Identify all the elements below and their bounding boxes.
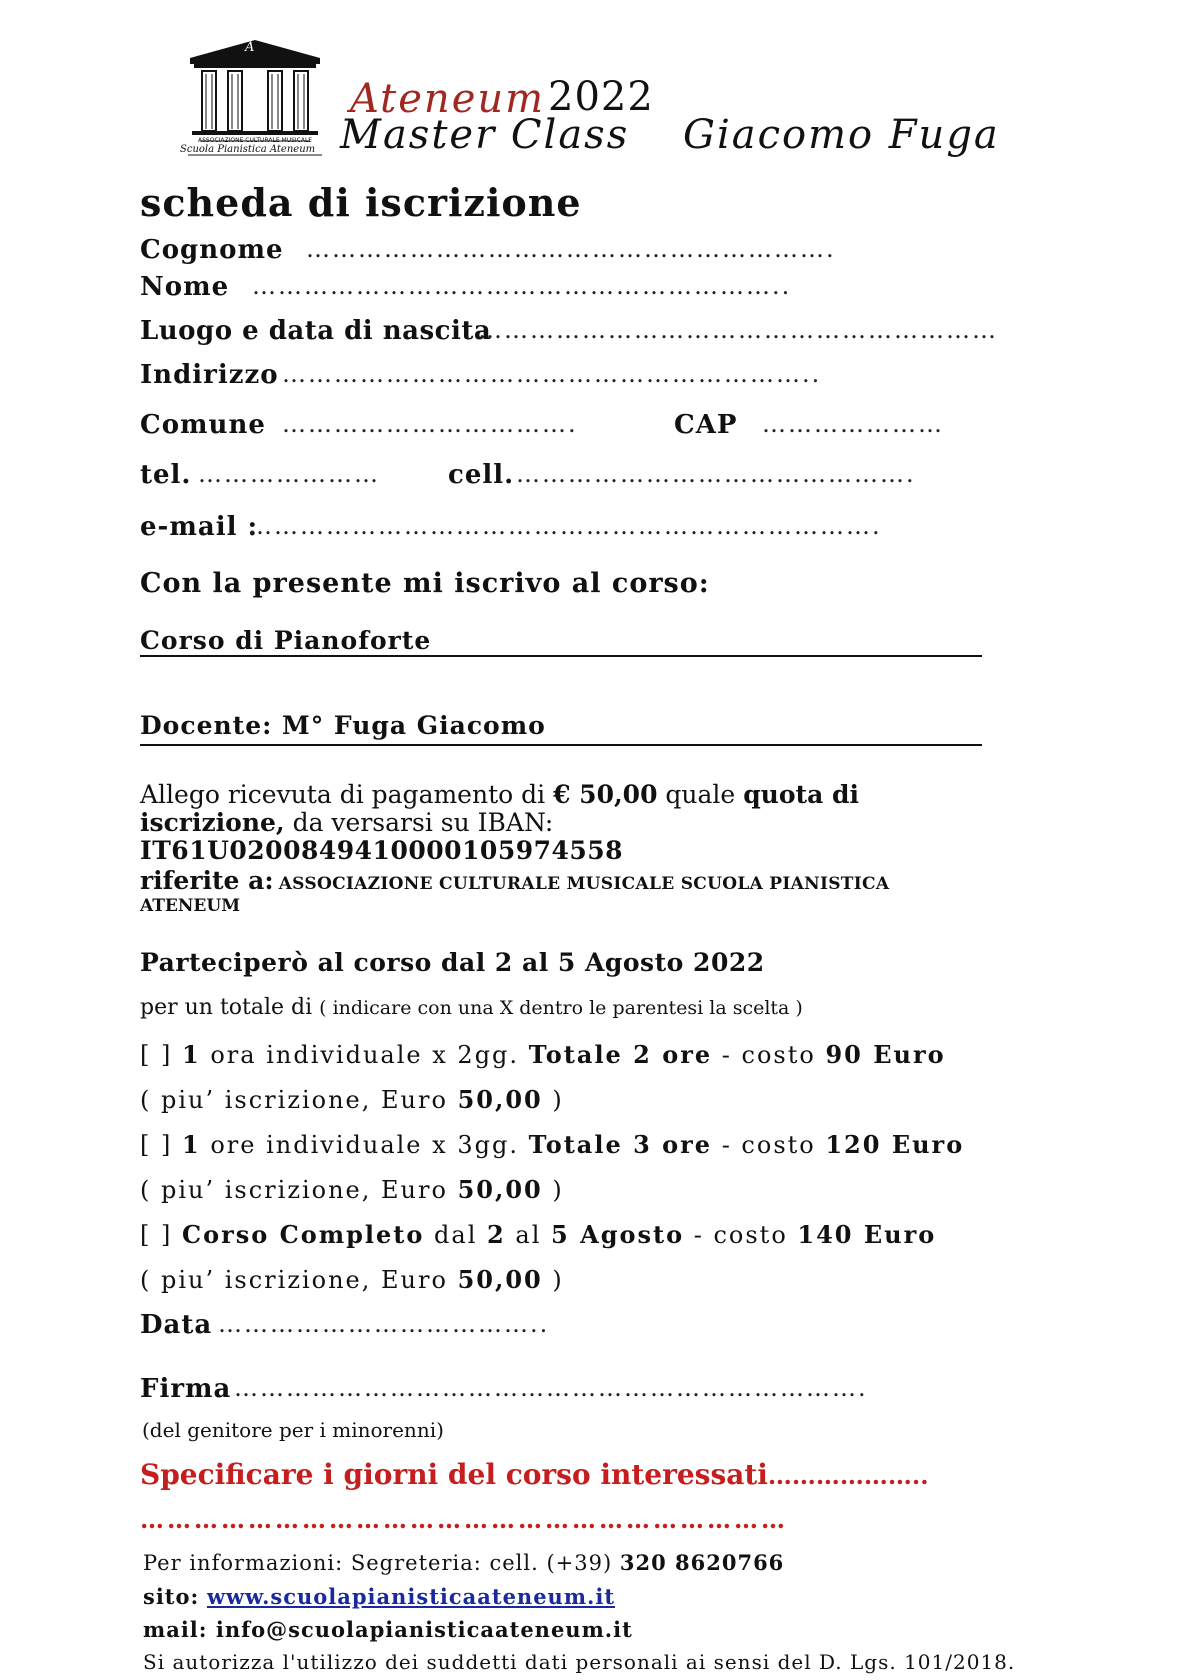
field-input-indirizzo[interactable]: …………………………………………………….. — [282, 360, 822, 388]
option-days: 2gg. — [457, 1041, 520, 1069]
logo-caption-top: ASSOCIAZIONE CULTURALE MUSICALE — [198, 137, 313, 144]
field-label-nome: Nome — [140, 272, 230, 302]
website-link[interactable]: www.scuolapianisticaateneum.it — [206, 1584, 616, 1609]
date-label: Data — [140, 1310, 213, 1340]
teacher-underline — [140, 744, 982, 746]
association-logo — [180, 38, 330, 163]
brand-subtitle: Master Class — [340, 112, 630, 158]
footer-info — [143, 1550, 784, 1575]
option-sep: - costo — [712, 1131, 826, 1159]
option-checkbox[interactable]: [ ] — [140, 1041, 173, 1069]
field-input-cognome[interactable]: ……………………………………………………. — [306, 235, 836, 263]
option-checkbox[interactable]: [ ] — [140, 1131, 173, 1159]
option-full-course — [140, 1220, 936, 1249]
option-price: 140 Euro — [797, 1220, 937, 1249]
note-c: ) — [552, 1086, 564, 1114]
note-amount: 50,00 — [457, 1085, 543, 1114]
field-input-luogo[interactable]: …………………………………………………… — [478, 316, 998, 344]
course-name: Corso di Pianoforte — [140, 626, 432, 655]
footer-phone: 320 8620766 — [619, 1550, 785, 1575]
field-label-email: e-mail : — [140, 512, 259, 542]
payment-line-1 — [140, 780, 859, 809]
logo-mark: A — [245, 40, 255, 55]
payment-line-2 — [140, 808, 553, 837]
instruction-a: per un totale di — [140, 995, 313, 1020]
field-label-luogo: Luogo e data di nascita — [140, 316, 492, 346]
option-dal: dal — [434, 1221, 478, 1249]
field-label-indirizzo: Indirizzo — [140, 360, 279, 390]
logo-caption-script: Scuola Pianistica Ateneum — [180, 144, 316, 155]
footer-info-label: Per informazioni: Segreteria: cell. (+39) — [143, 1551, 613, 1575]
association-name-2: ATENEUM — [140, 896, 241, 916]
payment-riferite — [140, 866, 889, 895]
days-request-text: Specificare i giorni del corso interessati — [140, 1458, 768, 1491]
footer-site — [143, 1584, 615, 1609]
course-underline — [140, 655, 982, 657]
option-2-days — [140, 1040, 946, 1069]
form-title: scheda di iscrizione — [140, 180, 582, 225]
payment-quota: quota di — [743, 780, 859, 809]
teacher-line: Docente: M° Fuga Giacomo — [140, 711, 546, 740]
option-day-1: 2 — [487, 1220, 506, 1249]
note-a: ( piu’ iscrizione, Euro — [140, 1266, 448, 1294]
option-day-2: 5 Agosto — [551, 1220, 685, 1249]
field-label-comune: Comune — [140, 410, 266, 440]
field-input-tel[interactable]: ………………… — [198, 460, 380, 488]
note-amount: 50,00 — [457, 1265, 543, 1294]
option-hours: 1 — [182, 1040, 201, 1069]
footer-site-label: sito: — [143, 1584, 200, 1609]
option-days: 3gg. — [457, 1131, 519, 1159]
field-label-cognome: Cognome — [140, 235, 284, 265]
field-input-cap[interactable]: ………………… — [762, 410, 944, 438]
field-input-cell[interactable]: ………………………………………. — [516, 460, 916, 488]
option-al: al — [515, 1221, 542, 1249]
date-input[interactable]: ……………………………….. — [218, 1310, 550, 1338]
enrol-intro: Con la presente mi iscrivo al corso: — [140, 568, 710, 599]
note-a: ( piu’ iscrizione, Euro — [140, 1086, 448, 1114]
signature-label: Firma — [140, 1374, 232, 1404]
brand-name: Ateneum — [350, 76, 546, 122]
days-request — [140, 1458, 929, 1491]
option-hours: 1 — [182, 1130, 201, 1159]
payment-text-b: quale — [665, 780, 736, 809]
option-total: Totale 3 ore — [528, 1130, 713, 1159]
payment-amount: € 50,00 — [553, 780, 658, 809]
field-label-tel: tel. — [140, 460, 192, 490]
instruction-b: ( indicare con una X dentro le parentesi la scelta ) — [319, 997, 803, 1019]
days-request-dots-2[interactable]: ……………………………………………………………… — [140, 1505, 788, 1534]
option-sep: - costo — [712, 1041, 826, 1069]
option-price: 120 Euro — [825, 1130, 965, 1159]
note-c: ) — [552, 1176, 564, 1204]
note-amount: 50,00 — [457, 1175, 543, 1204]
option-full-course-note — [140, 1265, 564, 1294]
field-input-nome[interactable]: …………………………………………………….. — [252, 272, 792, 300]
teacher-heading: Giacomo Fuga — [683, 112, 1000, 158]
participation-heading: Parteciperò al corso dal 2 al 5 Agosto 2022 — [140, 948, 765, 977]
association-name-1: ASSOCIAZIONE CULTURALE MUSICALE SCUOLA PIANISTICA — [278, 874, 890, 894]
option-2-days-note — [140, 1085, 564, 1114]
signature-input[interactable]: ………………………………………………………………. — [234, 1374, 868, 1402]
brand-year: 2022 — [548, 74, 654, 120]
option-desc: ora individuale x — [210, 1041, 448, 1069]
field-label-cap: CAP — [674, 410, 738, 440]
field-input-comune[interactable]: ……………………………. — [282, 410, 578, 438]
days-request-dots-1[interactable]: ……………….. — [767, 1461, 929, 1490]
payment-text-a: Allego ricevuta di pagamento di — [140, 780, 546, 809]
privacy-note: Si autorizza l'utilizzo dei suddetti dati personali ai sensi del D. Lgs. 101/2018. — [143, 1650, 1016, 1674]
option-3-days — [140, 1130, 964, 1159]
participation-instruction — [140, 995, 803, 1020]
field-label-cell: cell. — [448, 460, 515, 490]
option-price: 90 Euro — [825, 1040, 946, 1069]
footer-mail[interactable]: mail: info@scuolapianisticaateneum.it — [143, 1617, 633, 1642]
option-full: Corso Completo — [182, 1220, 425, 1249]
option-total: Totale 2 ore — [528, 1040, 713, 1069]
riferite-label: riferite a: — [140, 866, 274, 895]
option-checkbox[interactable]: [ ] — [140, 1221, 173, 1249]
payment-iscrizione: iscrizione, — [140, 808, 285, 837]
parent-note: (del genitore per i minorenni) — [142, 1418, 444, 1442]
note-c: ) — [552, 1266, 564, 1294]
option-sep: - costo — [684, 1221, 798, 1249]
field-input-email[interactable]: ………………………………………………………………. — [248, 512, 882, 540]
option-3-days-note — [140, 1175, 564, 1204]
payment-iban: IT61U0200849410000105974558 — [140, 836, 624, 865]
payment-iban-label: da versarsi su IBAN: — [292, 808, 554, 837]
note-a: ( piu’ iscrizione, Euro — [140, 1176, 448, 1204]
option-desc: ore individuale x — [210, 1131, 448, 1159]
